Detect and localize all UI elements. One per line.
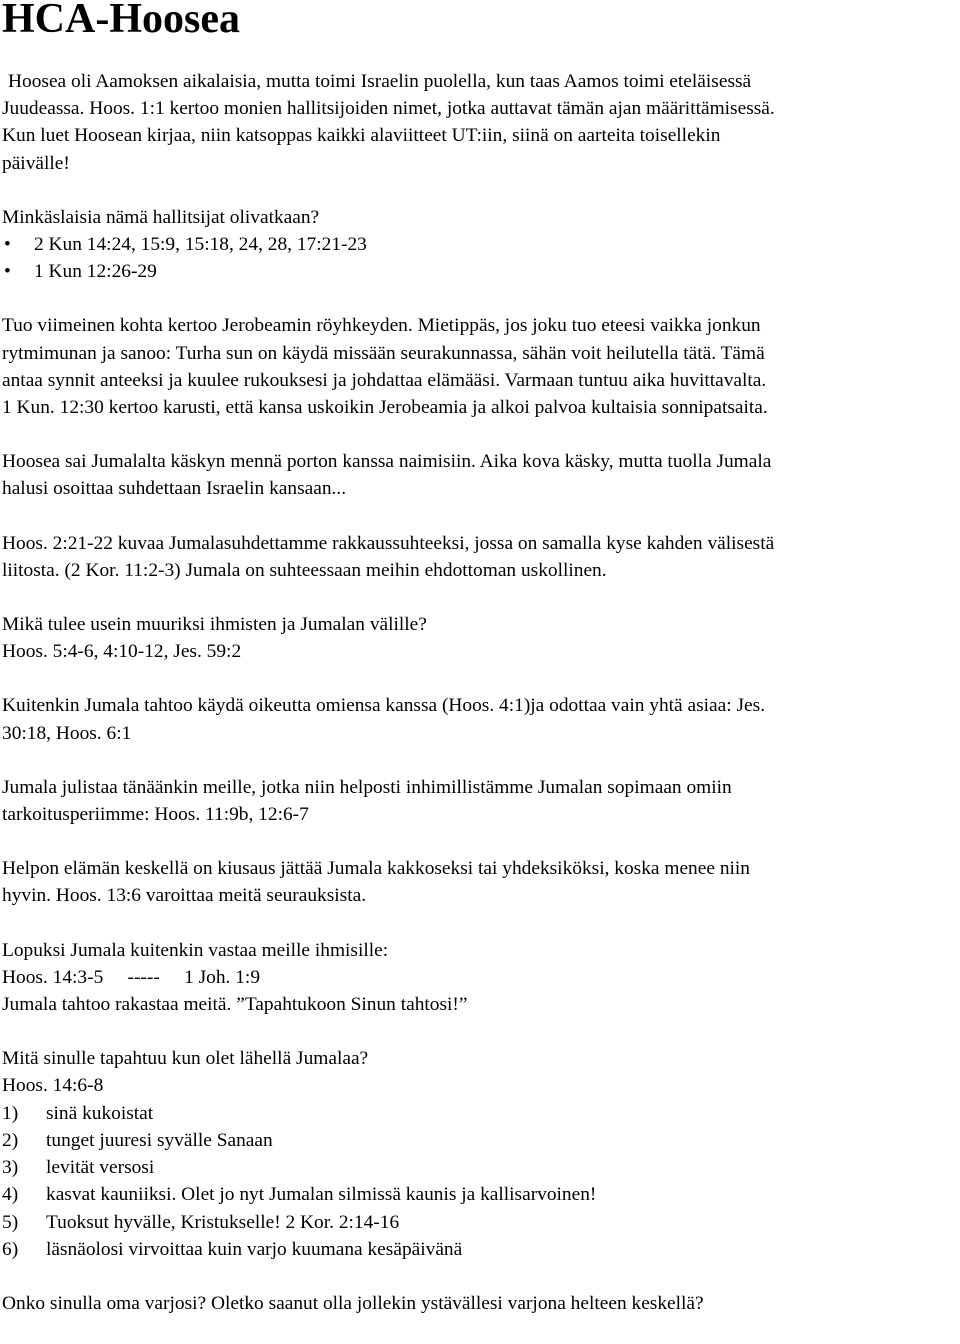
bullet-icon: • [4, 261, 11, 283]
reference-text: 2 Kun 14:24, 15:9, 15:18, 24, 28, 17:21-23 [34, 234, 367, 256]
list-item [2, 231, 957, 258]
list-item [2, 1209, 957, 1236]
rulers-question: Minkäslaisia nämä hallitsijat olivatkaan? [2, 206, 320, 228]
document-title: HCA-Hoosea [2, 0, 240, 42]
paragraph-line: Hoos. 2:21-22 kuvaa Jumalasuhdettamme rakkaussuhteeksi, jossa on samalla kyse kahden välisestä [2, 532, 775, 554]
list-item [2, 1154, 957, 1181]
reference-text: 1 Kun 12:26-29 [34, 261, 157, 283]
list-number: 3) [2, 1157, 19, 1179]
separator-dashes: ----- [127, 966, 160, 988]
intro-line: päivälle! [2, 152, 70, 174]
purpose-paragraph [2, 774, 957, 828]
list-item-text: Tuoksut hyvälle, Kristukselle! 2 Kor. 2:14-16 [46, 1211, 400, 1233]
list-number: 2) [2, 1129, 19, 1151]
reference-row [2, 964, 957, 991]
list-item [2, 1181, 957, 1208]
paragraph-line: Tuo viimeinen kohta kertoo Jerobeamin röyhkeyden. Mietippäs, jos joku tuo eteesi vaikka jonkun [2, 315, 761, 337]
paragraph-line: liitosta. (2 Kor. 11:2-3) Jumala on suhteessaan meihin ehdottoman uskollinen. [2, 559, 607, 581]
reference-text: Hoos. 14:6-8 [2, 1075, 104, 1097]
paragraph-line: rytmimunan ja sanoo: Turha sun on käydä missään seurakunnassa, sähän voit heilutella tätä. Tämä [2, 342, 765, 364]
marriage-paragraph [2, 448, 957, 502]
document-body [2, 68, 957, 1317]
list-number: 6) [2, 1238, 19, 1260]
reference-text: Hoos. 14:3-5 [2, 966, 104, 988]
bullet-icon: • [4, 234, 11, 256]
justice-paragraph [2, 692, 957, 746]
paragraph-line: Mikä tulee usein muuriksi ihmisten ja Jumalan välille? [2, 614, 427, 636]
list-item [2, 1127, 957, 1154]
intro-line: Kun luet Hoosean kirjaa, niin katsoppas kaikki alaviitteet UT:iin, siinä on aarteita toisellekin [2, 125, 721, 147]
paragraph-line: halusi osoittaa suhdettaan Israelin kansaan... [2, 478, 347, 500]
list-item-text: levität versosi [46, 1157, 155, 1179]
paragraph-line: Kuitenkin Jumala tahtoo käydä oikeutta omiensa kanssa (Hoos. 4:1)ja odottaa vain yhtä asiaa: Jes. [2, 695, 766, 717]
wall-paragraph [2, 611, 957, 665]
list-item [2, 258, 957, 285]
paragraph-line: 30:18, Hoos. 6:1 [2, 722, 132, 744]
section-question: Mitä sinulle tapahtuu kun olet lähellä Jumalaa? [2, 1048, 369, 1070]
list-number: 4) [2, 1184, 19, 1206]
intro-paragraph [2, 68, 957, 177]
list-item-text: sinä kukoistat [46, 1102, 154, 1124]
list-item-text: läsnäolosi virvoittaa kuin varjo kuumana kesäpäivänä [46, 1238, 463, 1260]
answer-paragraph [2, 937, 957, 1019]
paragraph-line: Jumala julistaa tänäänkin meille, jotka niin helposti inhimillistämme Jumalan sopimaan omiin [2, 776, 732, 798]
jeroboam-paragraph [2, 312, 957, 421]
paragraph-line: 1 Kun. 12:30 kertoo karusti, että kansa uskoikin Jerobeamia ja alkoi palvoa kultaisia sonnipatsaita. [2, 397, 768, 419]
rulers-section [2, 204, 957, 286]
list-item [2, 1236, 957, 1263]
paragraph-line: Jumala tahtoo rakastaa meitä. ”Tapahtukoon Sinun tahtosi!” [2, 994, 468, 1016]
paragraph-line: antaa synnit anteeksi ja kuulee rukouksesi ja johdattaa elämääsi. Varmaan tuntuu aika huvittavalta. [2, 369, 767, 391]
paragraph-line: Helpon elämän keskellä on kiusaus jättää Jumala kakkoseksi tai yhdeksiköksi, koska menee niin [2, 858, 750, 880]
intro-line: Hoosea oli Aamoksen aikalaisia, mutta toimi Israelin puolella, kun taas Aamos toimi eteläisessä [8, 71, 752, 92]
list-number: 1) [2, 1102, 19, 1124]
paragraph-line: Hoosea sai Jumalalta käskyn mennä porton kanssa naimisiin. Aika kova käsky, mutta tuolla Jumala [2, 451, 772, 473]
near-god-section [2, 1045, 957, 1263]
intro-line: Juudeassa. Hoos. 1:1 kertoo monien hallitsijoiden nimet, jotka auttavat tämän ajan määrittämisessä. [2, 98, 775, 120]
reference-text: 1 Joh. 1:9 [184, 966, 261, 988]
list-item-text: kasvat kauniiksi. Olet jo nyt Jumalan silmissä kaunis ja kallisarvoinen! [46, 1184, 597, 1206]
covenant-paragraph [2, 530, 957, 584]
temptation-paragraph [2, 855, 957, 909]
list-item [2, 1100, 957, 1127]
list-number: 5) [2, 1211, 19, 1233]
final-question: Onko sinulla oma varjosi? Oletko saanut olla jollekin ystävällesi varjona helteen keskellä? [2, 1292, 704, 1314]
paragraph-line: tarkoitusperiimme: Hoos. 11:9b, 12:6-7 [2, 804, 309, 826]
paragraph-line: Hoos. 5:4-6, 4:10-12, Jes. 59:2 [2, 641, 242, 663]
paragraph-line: hyvin. Hoos. 13:6 varoittaa meitä seurauksista. [2, 885, 367, 907]
paragraph-line: Lopuksi Jumala kuitenkin vastaa meille ihmisille: [2, 939, 389, 961]
list-item-text: tunget juuresi syvälle Sanaan [46, 1129, 273, 1151]
